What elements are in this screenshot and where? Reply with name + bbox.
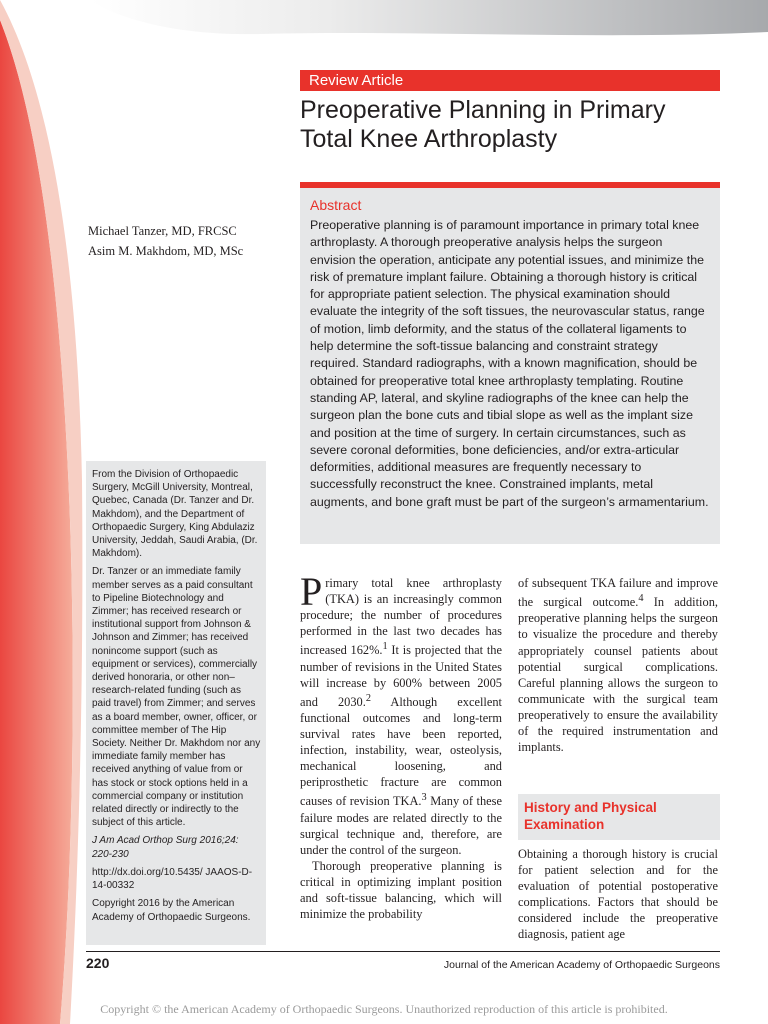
doi-link[interactable]: http://dx.doi.org/10.5435/ JAAOS-D-14-00332	[92, 866, 253, 892]
copyright-text: Copyright 2016 by the American Academy of Orthopaedic Surgeons.	[92, 898, 251, 923]
body-text: Many of these failure modes are related directly to the surgical technique and, therefore, are under the control of the surgeon.	[300, 794, 502, 857]
reference-link[interactable]: 1	[382, 641, 388, 653]
drop-cap: P	[300, 569, 323, 614]
abstract-box	[300, 188, 720, 544]
abstract-heading: Abstract	[310, 197, 362, 213]
body-text: In addition, preoperative planning helps the surgeon to visualize the procedure and thereby appropriately counsel patients about potential surgical complications. Careful planning allows the surgeon to communicate with the surgical team preoperatively to ensure the availability of the required instrumentation and implants.	[518, 595, 718, 755]
section-label: Review Article	[300, 70, 720, 91]
body-text: of subsequent TKA failure and improve the surgical outcome.	[518, 576, 718, 610]
reference-link[interactable]: 2	[365, 692, 372, 704]
body-text: rimary total knee arthroplasty (TKA) is an increasingly common procedure; the number of procedures performed in the last two decades has increased 162%.	[300, 576, 502, 658]
body-paragraph: Thorough preoperative planning is critical in optimizing implant position and soft-tissue balancing, which will minimize the probability	[300, 858, 502, 922]
citation-text: J Am Acad Orthop Surg 2016;24: 220-230	[92, 835, 239, 860]
body-column-right	[518, 575, 718, 755]
journal-name: Journal of the American Academy of Orthopaedic Surgeons	[443, 959, 720, 971]
body-column-left	[300, 569, 502, 922]
author-name: Asim M. Makhdom, MD, MSc	[88, 244, 244, 258]
top-gray-swoosh	[90, 0, 768, 35]
section-heading: History and Physical Examination	[524, 800, 657, 832]
body-paragraph: Obtaining a thorough history is crucial for patient selection and for the evaluation of potential postoperative complications. Factors that should be considered include the preoperative diagnosis, patient age	[518, 847, 718, 942]
page-number: 220	[86, 955, 110, 971]
article-title: Preoperative Planning in Primary Total Knee Arthroplasty	[300, 96, 666, 153]
body-text: Although excellent functional outcomes and long-term survival rates have been reported, infection, instability, wear, osteolysis, mechanical loosening, and periprosthetic fracture are common causes of revision TKA.	[300, 694, 502, 809]
body-paragraph	[300, 569, 502, 858]
footer-rule	[86, 951, 720, 952]
reference-link[interactable]: 3	[421, 792, 427, 804]
disclosure-text: Dr. Tanzer or an immediate family member serves as a paid consultant to Pipeline Biotechnology and Zimmer; has received research or institutional support from Johnson & Johnson and Zimmer; has received nonincome support (such as equipment or services), commercially derived honoraria, or other non–research-related funding (such as paid travel) from Zimmer; and serves as a board member, owner, officer, or committee member of The Hip Society. Neither Dr. Makhdom nor any immediate family member has received anything of value from or has stock or stock options held in a commercial company or institution related directly or indirectly to the subject of this article.	[92, 566, 261, 829]
author-name: Michael Tanzer, MD, FRCSC	[88, 224, 237, 238]
affiliation-text: From the Division of Orthopaedic Surgery, McGill University, Montreal, Quebec, Canada (Dr. Tanzer and Dr. Makhdom), and the Department of Orthopaedic Surgery, King Abdulaziz University, Jeddah, Saudi Arabia, (Dr. Makhdom).	[92, 469, 258, 560]
left-red-swoosh	[0, 20, 73, 1024]
body-paragraph	[518, 575, 718, 755]
author-list	[88, 221, 288, 261]
copyright-notice: Copyright © the American Academy of Orthopaedic Surgeons. Unauthorized reproduction of this article is prohibited.	[100, 1002, 668, 1016]
body-text: It is projected that the number of revisions in the United States will increase by 600% between 2005 and 2030.	[300, 643, 502, 709]
section-heading-box	[518, 794, 720, 840]
reference-link[interactable]: 4	[638, 593, 644, 605]
article-info-sidebar	[86, 461, 266, 945]
body-column-right-continued	[518, 846, 718, 943]
abstract-text: Preoperative planning is of paramount importance in primary total knee arthroplasty. A thorough preoperative analysis helps the surgeon envision the operation, anticipate any potential issues, and minimize the risk of premature implant failure. Obtaining a thorough history is critical for appropriate patient selection. The physical examination should evaluate the integrity of the soft tissues, the neurovascular status, range of motion, limb deformity, and the status of the collateral ligaments to help determine the soft-tissue balancing and constraint strategy required. Standard radiographs, with a known magnification, should be obtained for preoperative total knee arthroplasty templating. Routine standing AP, lateral, and skyline radiographs of the knee can help the surgeon plan the bone cuts and tibial slope as well as the implant size and position at the time of surgery. In certain circumstances, such as severe coronal deformities, bone deficiencies, and/or extra-articular deformities, additional measures are frequently necessary to successfully reconstruct the knee. Constrained implants, metal augments, and bone graft must be part of the surgeon’s armamentarium.	[310, 218, 709, 509]
